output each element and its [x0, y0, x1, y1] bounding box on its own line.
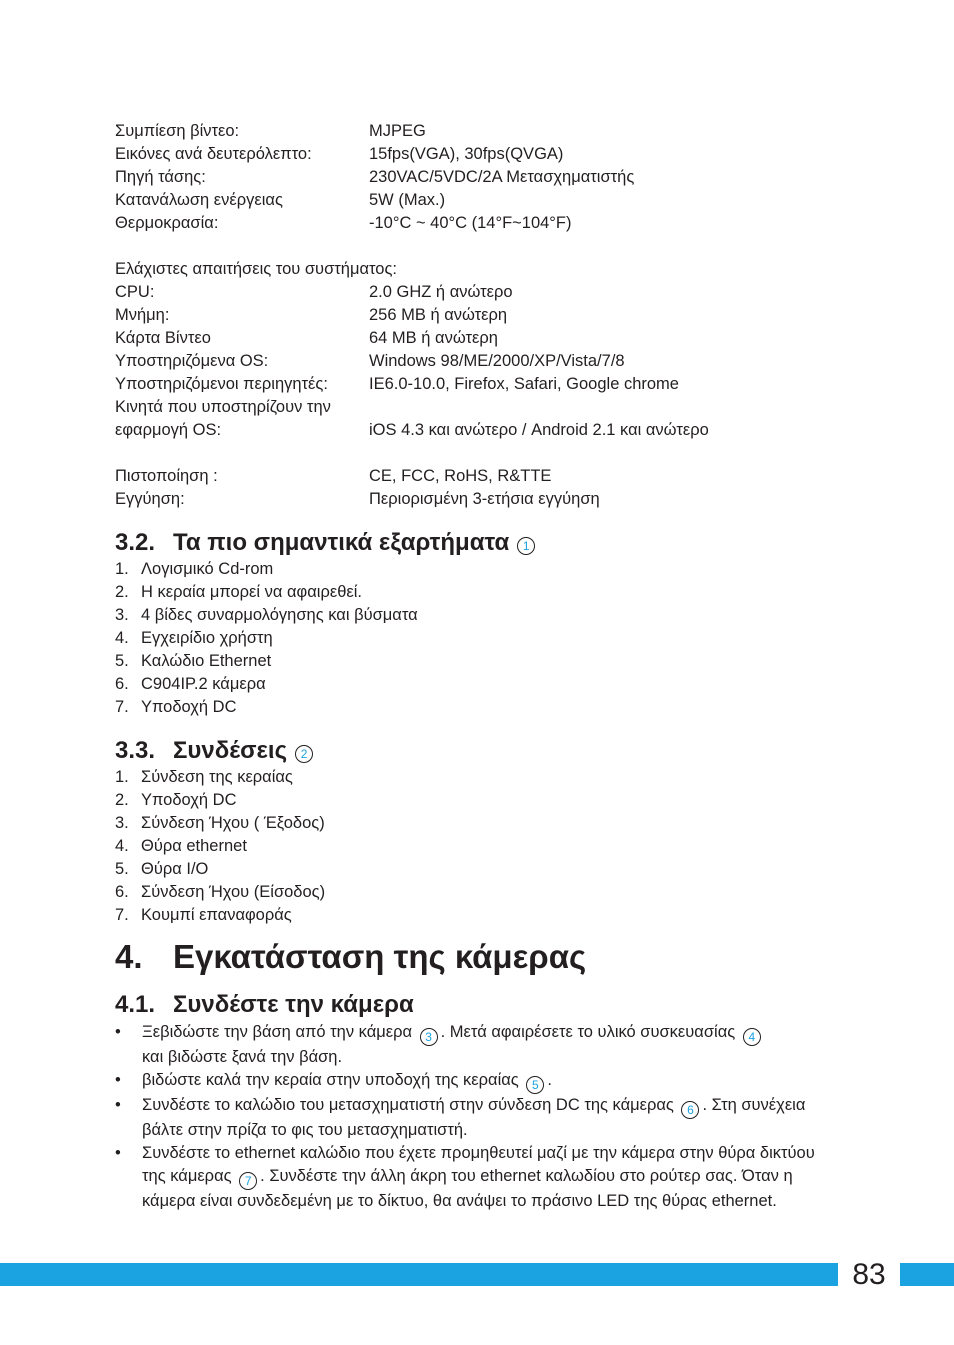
list-item: 2. Υποδοχή DC [115, 789, 325, 812]
list-item: 6. Σύνδεση Ήχου (Είσοδος) [115, 881, 325, 904]
list-item [115, 1142, 830, 1213]
spec-key: Κάρτα Βίντεο [115, 329, 211, 347]
list-item: 7. Υποδοχή DC [115, 696, 418, 719]
spec-value: MJPEG [369, 122, 426, 140]
spec-row [115, 396, 815, 419]
list-item [115, 1021, 830, 1069]
callout-badge: 5 [526, 1076, 544, 1094]
list-item-text: Θύρα ethernet [141, 837, 247, 855]
list-item-text: Σύνδεση της κεραίας [141, 768, 293, 786]
chapter-4-heading [115, 936, 586, 978]
bullet: • [115, 1023, 121, 1041]
chapter-title: Εγκατάσταση της κάμερας [173, 938, 587, 975]
spec-key: Κατανάλωση ενέργειας [115, 191, 283, 209]
list-item-text: βιδώστε καλά την κεραία στην υποδοχή της κεραίας 5 . [142, 1071, 552, 1092]
list-item-text: C904IP.2 κάμερα [141, 675, 266, 693]
list-item: 6. C904IP.2 κάμερα [115, 673, 418, 696]
list-item-text: Εγχειρίδιο χρήστη [141, 629, 273, 647]
components-list [115, 558, 418, 719]
chapter-number: 4. [115, 938, 143, 975]
spec-key: Πηγή τάσης: [115, 168, 206, 186]
section-number: 4.1. [115, 991, 156, 1018]
spec-value: CE, FCC, RoHS, R&TTE [369, 467, 552, 485]
spec-table [115, 120, 815, 511]
spec-key: Εικόνες ανά δευτερόλεπτο: [115, 145, 312, 163]
callout-badge: 7 [239, 1172, 257, 1190]
spec-row [115, 373, 815, 396]
spec-value: 2.0 GHZ ή ανώτερο [369, 283, 513, 301]
spec-row [115, 327, 815, 350]
spec-row [115, 189, 815, 212]
list-item-text: Υποδοχή DC [141, 791, 237, 809]
spec-value: 256 MB ή ανώτερη [369, 306, 508, 324]
callout-badge: 3 [420, 1028, 438, 1046]
spec-row [115, 465, 815, 488]
spec-key: CPU: [115, 283, 155, 301]
list-item-text: Θύρα I/O [141, 860, 209, 878]
bullet: • [115, 1071, 121, 1089]
section-title: Συνδέσεις [173, 737, 288, 764]
spec-value: -10°C ~ 40°C (14°F~104°F) [369, 214, 572, 232]
callout-badge: 4 [743, 1028, 761, 1046]
list-item: 3. 4 βίδες συναρμολόγησης και βύσματα [115, 604, 418, 627]
spec-row [115, 419, 815, 442]
footer-bar [0, 1263, 954, 1286]
list-item-text: Ξεβιδώστε την βάση από την κάμερα 3 . Μετά αφαιρέσετε το υλικό συσκευασίας 4 και βιδώστε ξανά την βάση. [142, 1021, 830, 1069]
list-item [115, 1069, 830, 1094]
spacer [115, 442, 815, 465]
spec-row [115, 304, 815, 327]
spec-value: iOS 4.3 και ανώτερο / Android 2.1 και ανώτερο [369, 421, 709, 439]
callout-badge: 1 [517, 537, 535, 555]
spec-value: 5W (Max.) [369, 191, 446, 209]
list-item: 5. Καλώδιο Ethernet [115, 650, 418, 673]
callout-badge: 2 [295, 745, 313, 763]
page-number: 83 [838, 1260, 900, 1289]
list-item-text: Σύνδεση Ήχου (Είσοδος) [141, 883, 326, 901]
spec-key: Πιστοποίηση : [115, 467, 218, 485]
list-item-text: Συνδέστε το καλώδιο του μετασχηματιστή στην σύνδεση DC της κάμερας 6 . Στη συνέχεια βάλτε στην πρίζα το φις του μετασχηματιστή. [142, 1096, 806, 1139]
spec-row [115, 120, 815, 143]
spec-value: 64 MB ή ανώτερη [369, 329, 498, 347]
spec-key: Εγγύηση: [115, 490, 185, 508]
spec-row [115, 281, 815, 304]
callout-badge: 6 [681, 1101, 699, 1119]
spec-row [115, 488, 815, 511]
spec-key: Κινητά που υποστηρίζουν την [115, 398, 331, 416]
install-steps-list [115, 1021, 830, 1213]
spec-key: Μνήμη: [115, 306, 170, 324]
spec-value: 230VAC/5VDC/2A Μετασχηματιστής [369, 168, 635, 186]
list-item-text: Καλώδιο Ethernet [141, 652, 272, 670]
connections-list [115, 766, 325, 927]
list-item: 5. Θύρα I/O [115, 858, 325, 881]
list-item-text: Σύνδεση Ήχου ( Έξοδος) [141, 814, 325, 832]
section-3-2-heading [115, 528, 538, 558]
list-item: 7. Κουμπί επαναφοράς [115, 904, 325, 927]
list-item-text: Υποδοχή DC [141, 698, 237, 716]
spec-key: Υποστηριζόμενα OS: [115, 352, 269, 370]
spec-value [369, 396, 815, 419]
spec-key: εφαρμογή OS: [115, 421, 222, 439]
list-item: 4. Εγχειρίδιο χρήστη [115, 627, 418, 650]
list-item-text: 4 βίδες συναρμολόγησης και βύσματα [141, 606, 418, 624]
bullet: • [115, 1144, 121, 1162]
list-item: 1. Λογισμικό Cd-rom [115, 558, 418, 581]
spec-row [115, 350, 815, 373]
min-requirements-label: Ελάχιστες απαιτήσεις του συστήματος: [115, 260, 397, 278]
spacer [115, 235, 815, 258]
spec-value: Περιορισμένη 3-ετήσια εγγύηση [369, 490, 600, 508]
spec-key: Υποστηριζόμενοι περιηγητές: [115, 375, 328, 393]
list-item-text: Συνδέστε το ethernet καλώδιο που έχετε προμηθευτεί μαζί με την κάμερα στην θύρα δικτύου της κάμερας 7 . Συνδέστε την άλλη άκρη του ethernet καλωδίου στο ρούτερ σας. Όταν η κάμερα είναι συνδεδεμένη με το δίκτυο, θα ανάψει το πράσινο LED της θύρας ethernet. [142, 1144, 815, 1210]
section-title: Συνδέστε την κάμερα [173, 991, 414, 1018]
spec-row [115, 143, 815, 166]
list-item: 1. Σύνδεση της κεραίας [115, 766, 325, 789]
section-number: 3.3. [115, 737, 156, 764]
section-number: 3.2. [115, 529, 156, 556]
spec-key: Θερμοκρασία: [115, 214, 219, 232]
list-item-text: Η κεραία μπορεί να αφαιρεθεί. [141, 583, 362, 601]
spec-row [115, 166, 815, 189]
list-item-text: Κουμπί επαναφοράς [141, 906, 292, 924]
spec-value: IE6.0-10.0, Firefox, Safari, Google chrome [369, 375, 679, 393]
section-3-3-heading [115, 736, 316, 766]
spec-key: Συμπίεση βίντεο: [115, 122, 240, 140]
section-title: Τα πιο σημαντικά εξαρτήματα [173, 529, 510, 556]
min-requirements-heading [115, 258, 815, 281]
bullet: • [115, 1096, 121, 1114]
section-4-1-heading [115, 990, 414, 1020]
list-item: 2. Η κεραία μπορεί να αφαιρεθεί. [115, 581, 418, 604]
spec-value: 15fps(VGA), 30fps(QVGA) [369, 145, 564, 163]
list-item [115, 1094, 830, 1142]
spec-row [115, 212, 815, 235]
list-item-text: Λογισμικό Cd-rom [141, 560, 274, 578]
list-item: 4. Θύρα ethernet [115, 835, 325, 858]
list-item: 3. Σύνδεση Ήχου ( Έξοδος) [115, 812, 325, 835]
spec-value: Windows 98/ME/2000/XP/Vista/7/8 [369, 352, 625, 370]
